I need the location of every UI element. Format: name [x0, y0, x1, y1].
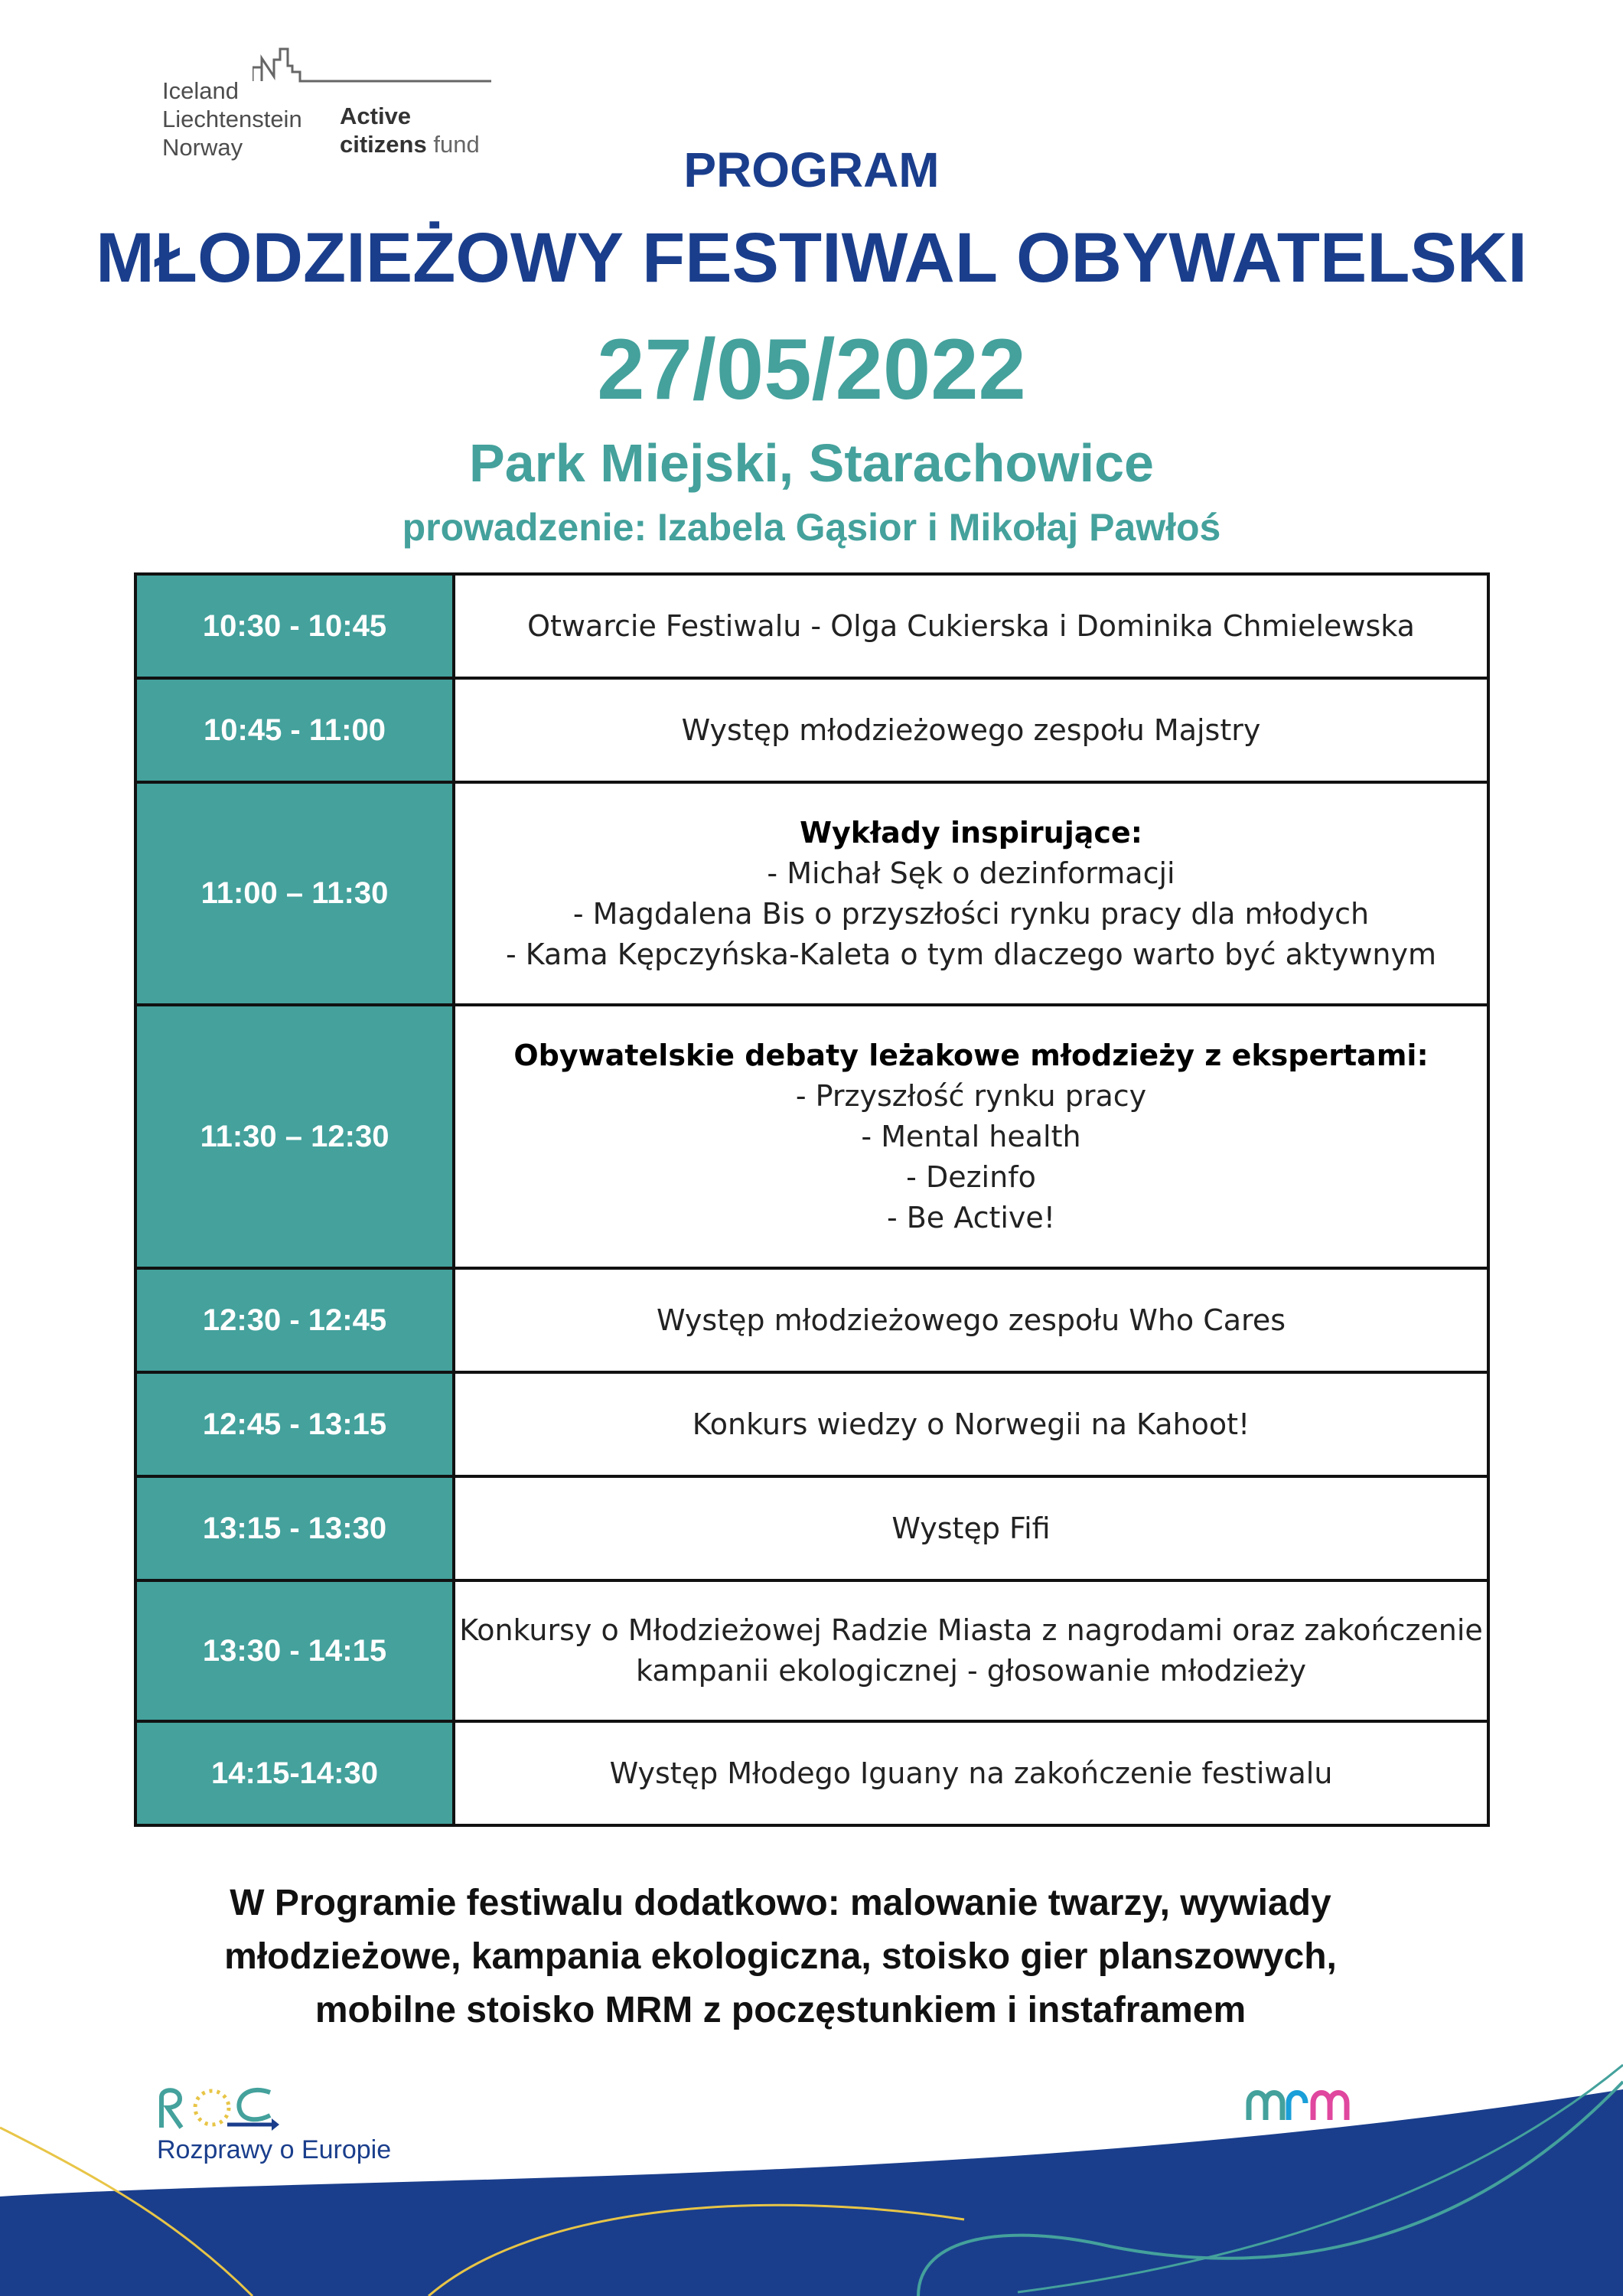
row-time: 10:45 - 11:00: [135, 678, 454, 782]
event-line: Występ Młodego Iguany na zakończenie festiwalu: [609, 1756, 1333, 1790]
table-row: [135, 678, 1488, 782]
row-time: 10:30 - 10:45: [135, 574, 454, 678]
event-line: - Dezinfo: [906, 1159, 1036, 1194]
event-heading: Wykłady inspirujące:: [800, 815, 1142, 850]
note-line: młodzieżowe, kampania ekologiczna, stoisko gier planszowych,: [224, 1936, 1337, 1977]
acf-active: Active: [340, 103, 412, 129]
additional-program-note: [0, 1877, 1561, 2037]
roe-emblem-icon: [157, 2082, 279, 2135]
row-time: 11:00 – 11:30: [135, 782, 454, 1005]
row-event: [454, 1476, 1488, 1580]
festival-date: 27/05/2022: [597, 321, 1026, 417]
event-heading: Obywatelskie debaty leżakowe młodzieży z ekspertami:: [513, 1038, 1429, 1072]
acf-country-iceland: Iceland: [162, 77, 239, 104]
row-event: [454, 1005, 1488, 1268]
event-line: - Magdalena Bis o przyszłości rynku pracy dla młodych: [572, 896, 1370, 931]
festival-title: MŁODZIEŻOWY FESTIWAL OBYWATELSKI: [96, 219, 1527, 297]
roe-name: Rozprawy o Europie: [157, 2135, 392, 2164]
row-event: [454, 782, 1488, 1005]
row-event: [454, 574, 1488, 678]
event-line: - Mental health: [861, 1119, 1081, 1153]
table-row: [135, 1580, 1488, 1721]
mlodziezowa-rada-logo: [1215, 2082, 1399, 2181]
rozprawy-o-europie-logo: [157, 2082, 417, 2174]
mrm-emblem-icon: [1246, 2082, 1368, 2128]
row-time: 12:30 - 12:45: [135, 1268, 454, 1372]
event-line: kampanii ekologicznej - głosowanie młodzieży: [635, 1654, 1306, 1688]
row-time: 13:30 - 14:15: [135, 1580, 454, 1721]
row-time: 14:15-14:30: [135, 1721, 454, 1825]
table-row: [135, 574, 1488, 678]
event-line: - Be Active!: [886, 1200, 1056, 1234]
table-row: [135, 1268, 1488, 1372]
table-row: [135, 782, 1488, 1005]
event-line: Występ młodzieżowego zespołu Majstry: [681, 713, 1261, 747]
event-line: Konkurs wiedzy o Norwegii na Kahoot!: [692, 1407, 1250, 1441]
schedule-table: [134, 572, 1490, 1827]
note-line: mobilne stoisko MRM z poczęstunkiem i instaframem: [314, 1990, 1247, 2030]
acf-country-liechtenstein: Liechtenstein: [162, 106, 302, 132]
event-line: - Kama Kępczyńska-Kaleta o tym dlaczego warto być aktywnym: [506, 937, 1436, 971]
table-row: [135, 1476, 1488, 1580]
event-line: Występ Fifi: [891, 1511, 1051, 1545]
acf-country-norway: Norway: [162, 134, 243, 161]
row-time: 11:30 – 12:30: [135, 1005, 454, 1268]
table-row: [135, 1721, 1488, 1825]
table-row: [135, 1005, 1488, 1268]
row-time: 12:45 - 13:15: [135, 1372, 454, 1476]
event-line: Występ młodzieżowego zespołu Who Cares: [656, 1303, 1286, 1337]
row-time: 13:15 - 13:30: [135, 1476, 454, 1580]
program-label: PROGRAM: [683, 142, 940, 197]
mrm-name: MŁODZIEŻOWA RADA: [1231, 2138, 1383, 2154]
event-line: - Przyszłość rynku pracy: [795, 1078, 1147, 1113]
row-event: [454, 1721, 1488, 1825]
row-event: [454, 1268, 1488, 1372]
event-line: Otwarcie Festiwalu - Olga Cukierska i Dominika Chmielewska: [527, 608, 1415, 643]
table-row: [135, 1372, 1488, 1476]
festival-place: Park Miejski, Starachowice: [469, 433, 1154, 493]
mrm-city: Miasta Starachowice: [1257, 2159, 1357, 2171]
note-line: W Programie festiwalu dodatkowo: malowanie twarzy, wywiady: [230, 1883, 1331, 1923]
event-line: Konkursy o Młodzieżowej Radzie Miasta z nagrodami oraz zakończenie: [459, 1613, 1483, 1647]
row-event: [454, 1580, 1488, 1721]
acf-fund: fund: [433, 131, 480, 158]
row-event: [454, 678, 1488, 782]
acf-citizens: citizens: [340, 131, 427, 158]
event-line: - Michał Sęk o dezinformacji: [767, 856, 1175, 890]
row-event: [454, 1372, 1488, 1476]
festival-hosts: prowadzenie: Izabela Gąsior i Mikołaj Pawłoś: [402, 506, 1221, 549]
